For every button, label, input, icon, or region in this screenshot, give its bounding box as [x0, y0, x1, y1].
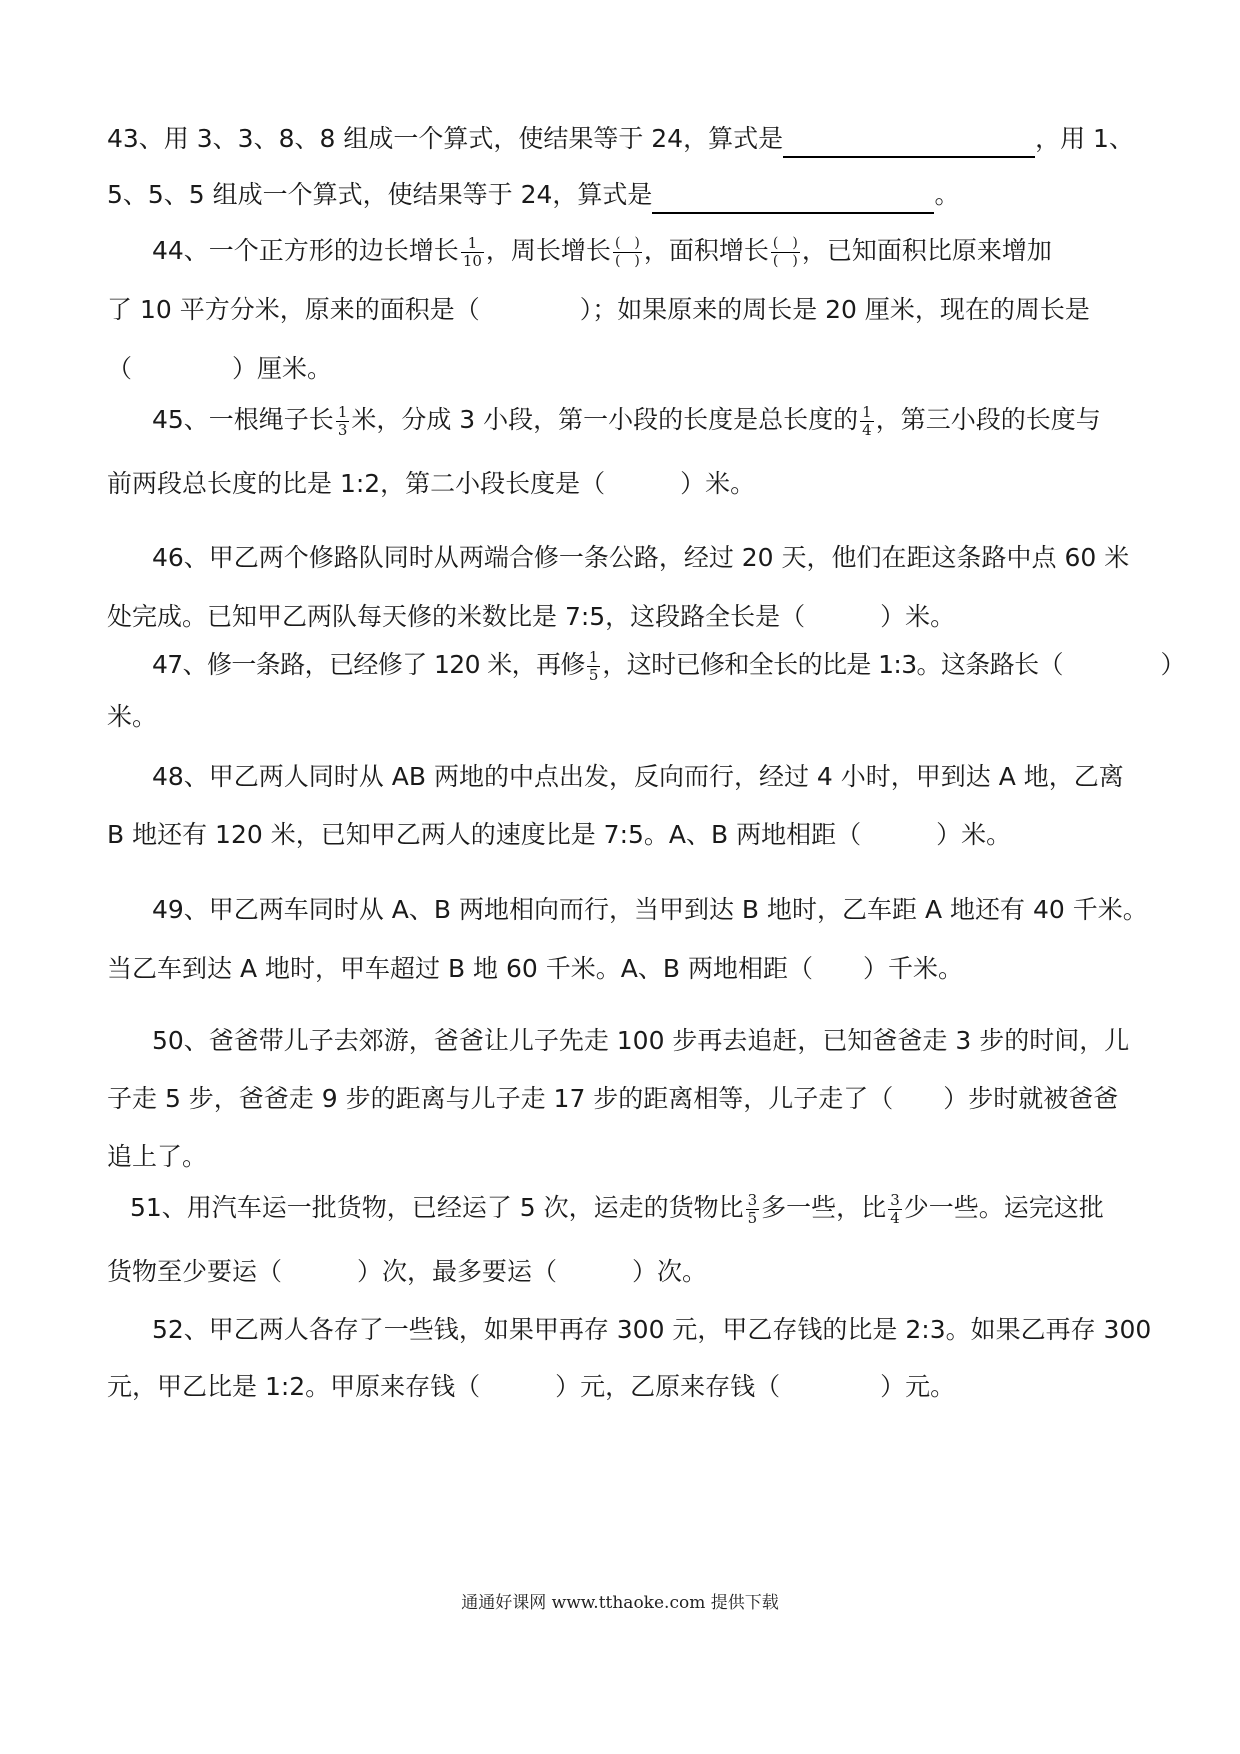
- q50-text-2: 子走 5 步，爸爸走 9 步的距离与儿子走 17 步的距离相等，儿子走了（ ）步时就被爸爸: [107, 1084, 1119, 1113]
- q45-line-1: [152, 403, 1101, 439]
- q50-line-3: [107, 1140, 207, 1174]
- fraction-numerator: 1: [461, 235, 484, 253]
- q51-fraction-three-quarters: [888, 1192, 902, 1227]
- q52-line-1: [152, 1313, 1151, 1347]
- q46-line-1: [152, 541, 1129, 575]
- fraction-denominator: 5: [588, 665, 599, 684]
- q49-text-2: 当乙车到达 A 地时，甲车超过 B 地 60 千米。A、B 两地相距（ ）千米。: [107, 954, 963, 983]
- fraction-denominator: 4: [890, 1208, 900, 1227]
- q44-line-3: [107, 352, 332, 386]
- q44-fraction-one-tenth: [461, 235, 484, 270]
- q48-text-1: 48、甲乙两人同时从 AB 两地的中点出发，反向而行，经过 4 小时，甲到达 A 地，乙离: [152, 762, 1124, 791]
- fraction-numerator: 3: [890, 1190, 900, 1209]
- fraction-denominator: ( ): [772, 252, 798, 269]
- q43-line-2: [107, 178, 959, 214]
- q45-text-2: 前两段总长度的比是 1:2，第二小段长度是（ ）米。: [107, 469, 756, 498]
- q43-answer-blank-2[interactable]: [652, 178, 934, 214]
- fraction-numerator: 1: [588, 647, 599, 666]
- fraction-numerator: 1: [862, 402, 872, 421]
- q46-text-2: 处完成。已知甲乙两队每天修的米数比是 7:5，这段路全长是（ ）米。: [107, 602, 956, 631]
- q43-line-1: [107, 122, 1134, 158]
- q44-line-1: [152, 234, 1052, 270]
- fraction-numerator: 1: [337, 402, 348, 421]
- q51-fraction-three-fifths: [746, 1192, 760, 1227]
- q52-text-2: 元，甲乙比是 1:2。甲原来存钱（ ）元，乙原来存钱（ ）元。: [107, 1372, 956, 1401]
- q44-line-2: [107, 293, 1090, 327]
- q50-line-2: [107, 1082, 1118, 1116]
- q50-text-1: 50、爸爸带儿子去郊游，爸爸让儿子先走 100 步再去追赶，已知爸爸走 3 步的时间，儿: [152, 1026, 1130, 1055]
- fraction-numerator: 3: [747, 1190, 758, 1209]
- q51-text-1c: 少一些。运完这批: [903, 1193, 1104, 1222]
- q43-text-2-end: 。: [934, 180, 960, 209]
- fraction-denominator: ( ): [614, 252, 640, 269]
- fraction-denominator: 10: [462, 251, 482, 270]
- q50-text-3: 追上了。: [107, 1142, 208, 1171]
- q44-area-fraction-blank[interactable]: [771, 235, 800, 270]
- q50-line-1: [152, 1024, 1129, 1058]
- q51-text-1b: 多一些，比: [761, 1193, 887, 1222]
- q43-text-1: 43、用 3、3、8、8 组成一个算式，使结果等于 24，算式是: [107, 124, 784, 153]
- q46-line-2: [107, 600, 955, 634]
- q44-text-1c: ，面积增长: [643, 236, 769, 265]
- q45-fraction-one-quarter: [860, 404, 874, 439]
- q44-text-1a: 44、一个正方形的边长增长: [152, 236, 459, 265]
- q49-text-1: 49、甲乙两车同时从 A、B 两地相向而行，当甲到达 B 地时，乙车距 A 地还有 40 千米。: [152, 895, 1148, 924]
- q44-text-1d: ，已知面积比原来增加: [801, 236, 1052, 265]
- q51-text-1a: 51、用汽车运一批货物，已经运了 5 次，运走的货物比: [130, 1193, 744, 1222]
- q48-line-2: [107, 818, 1011, 852]
- q43-answer-blank-1[interactable]: [783, 122, 1035, 158]
- q48-line-1: [152, 760, 1124, 794]
- q51-text-2: 货物至少要运（ ）次，最多要运（ ）次。: [107, 1257, 708, 1286]
- q43-text-2: 5、5、5 组成一个算式，使结果等于 24，算式是: [107, 180, 653, 209]
- q49-line-2: [107, 952, 963, 986]
- q48-text-2: B 地还有 120 米，已知甲乙两人的速度比是 7:5。A、B 两地相距（ ）米。: [107, 820, 1012, 849]
- q49-line-1: [152, 893, 1148, 927]
- q45-fraction-one-third: [336, 404, 350, 439]
- q51-line-1: [130, 1191, 1104, 1227]
- q47-text-1a: 47、修一条路，已经修了 120 米，再修: [152, 650, 585, 679]
- q43-text-1-end: ，用 1、: [1035, 124, 1134, 153]
- q44-text-1b: ，周长增长: [485, 236, 611, 265]
- q47-fraction-one-fifth: [587, 649, 601, 684]
- fraction-numerator: ( ): [772, 234, 798, 251]
- fraction-denominator: 4: [862, 420, 872, 439]
- q45-text-1b: 米，分成 3 小段，第一小段的长度是总长度的: [351, 405, 859, 434]
- fraction-denominator: 3: [337, 420, 348, 439]
- q52-text-1: 52、甲乙两人各存了一些钱，如果甲再存 300 元，甲乙存钱的比是 2:3。如果乙再存 300: [152, 1315, 1152, 1344]
- q47-text-1b: ，这时已修和全长的比是 1:3。这条路长（ ）: [602, 650, 1185, 679]
- q44-perimeter-fraction-blank[interactable]: [613, 235, 642, 270]
- q45-text-1c: ，第三小段的长度与: [875, 405, 1101, 434]
- q52-line-2: [107, 1370, 955, 1404]
- q45-line-2: [107, 467, 755, 501]
- q47-line-1: [152, 648, 1185, 684]
- q51-line-2: [107, 1255, 707, 1289]
- q44-text-3: （ ）厘米。: [107, 354, 333, 383]
- q45-text-1a: 45、一根绳子长: [152, 405, 334, 434]
- page-footer: 通通好课网 www.tthaoke.com 提供下载: [461, 1593, 779, 1613]
- q44-text-2: 了 10 平方分米，原来的面积是（ ）；如果原来的周长是 20 厘米，现在的周长是: [107, 295, 1090, 324]
- q46-text-1: 46、甲乙两个修路队同时从两端合修一条公路，经过 20 天，他们在距这条路中点 60 米: [152, 543, 1130, 572]
- q47-text-2: 米。: [107, 702, 158, 731]
- q47-line-2: [107, 700, 157, 734]
- fraction-numerator: ( ): [614, 234, 640, 251]
- fraction-denominator: 5: [747, 1208, 758, 1227]
